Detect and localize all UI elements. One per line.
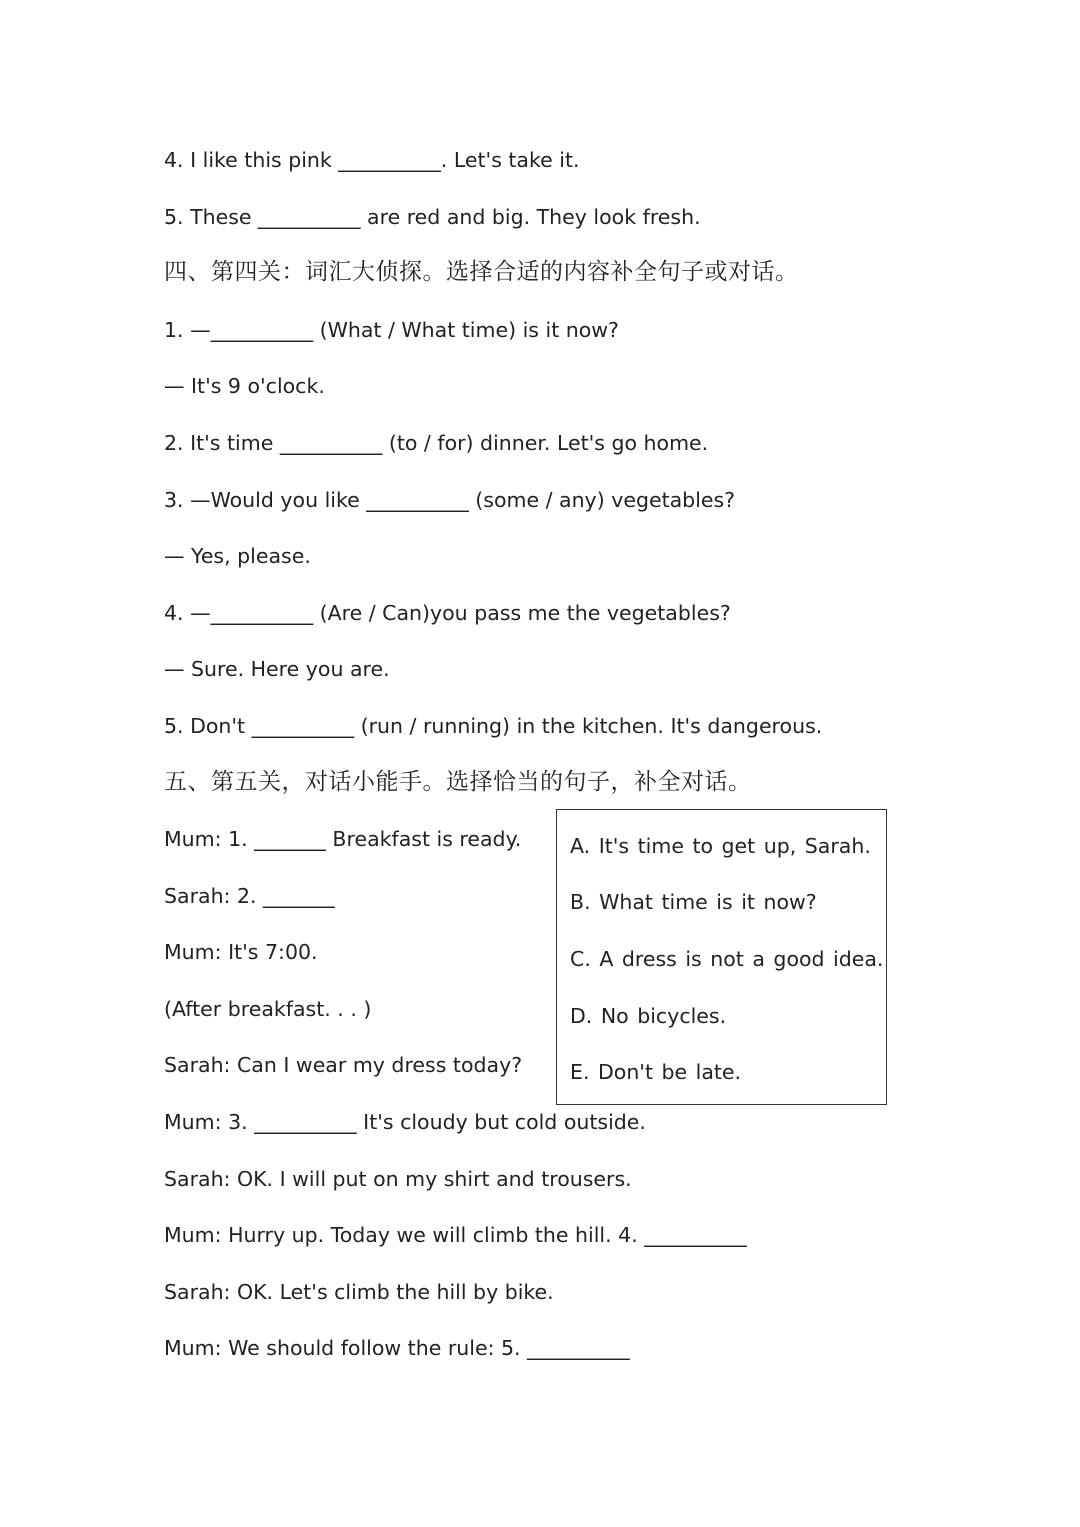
part5-heading: 五、第五关，对话小能手。选择恰当的句子，补全对话。 [164,769,752,795]
part3-question-5: 5. These __________ are red and big. They look fresh. [164,205,701,229]
option-b: B. What time is it now? [570,890,817,914]
part3-question-4: 4. I like this pink __________. Let's take it. [164,148,580,172]
dialogue-line-8: Mum: Hurry up. Today we will climb the hill. 4. __________ [164,1223,747,1247]
answer-options-box [556,809,887,1105]
option-d: D. No bicycles. [570,1004,727,1028]
part4-question-4: 4. —__________ (Are / Can)you pass me the vegetables? [164,601,731,625]
part4-question-3: 3. —Would you like __________ (some / any) vegetables? [164,488,736,512]
part4-question-2: 2. It's time __________ (to / for) dinner. Let's go home. [164,431,709,455]
part4-question-1-reply: — It's 9 o'clock. [164,374,325,398]
dialogue-line-7: Sarah: OK. I will put on my shirt and trousers. [164,1167,632,1191]
dialogue-line-1: Mum: 1. _______ Breakfast is ready. [164,827,522,851]
dialogue-line-10: Mum: We should follow the rule: 5. __________ [164,1336,630,1360]
dialogue-line-3: Mum: It's 7:00. [164,940,318,964]
part4-question-3-reply: — Yes, please. [164,544,311,568]
dialogue-line-9: Sarah: OK. Let's climb the hill by bike. [164,1280,554,1304]
dialogue-line-4: (After breakfast. . . ) [164,997,372,1021]
dialogue-line-5: Sarah: Can I wear my dress today? [164,1053,523,1077]
part4-question-5: 5. Don't __________ (run / running) in the kitchen. It's dangerous. [164,714,823,738]
part4-heading: 四、第四关：词汇大侦探。选择合适的内容补全句子或对话。 [164,259,799,285]
dialogue-line-6: Mum: 3. __________ It's cloudy but cold outside. [164,1110,646,1134]
option-a: A. It's time to get up, Sarah. [570,834,871,858]
part4-question-4-reply: — Sure. Here you are. [164,657,390,681]
option-e: E. Don't be late. [570,1060,742,1084]
option-c: C. A dress is not a good idea. [570,947,884,971]
dialogue-line-2: Sarah: 2. _______ [164,884,335,908]
part4-question-1: 1. —__________ (What / What time) is it now? [164,318,619,342]
